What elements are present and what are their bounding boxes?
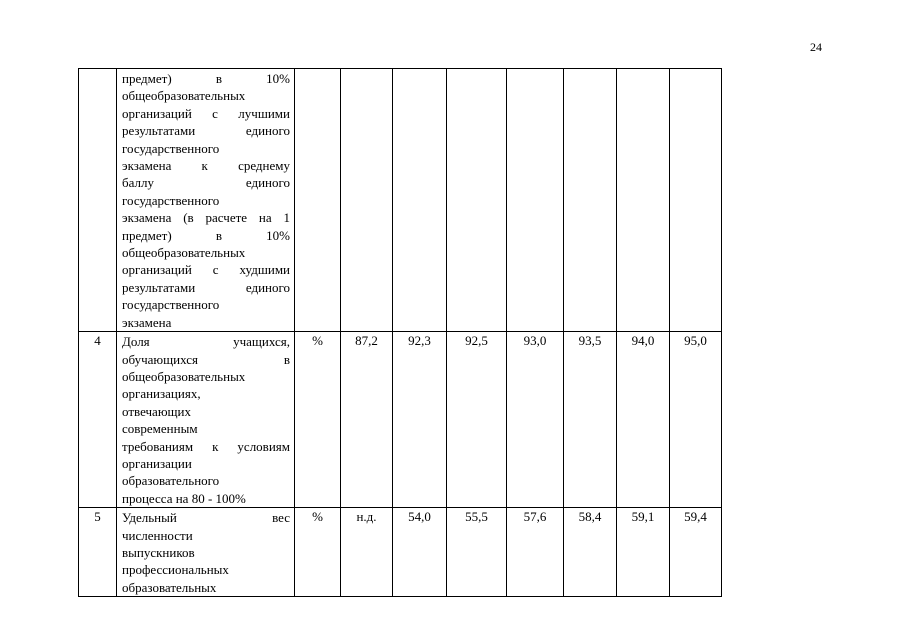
indicator-name-line: современным <box>122 421 198 437</box>
value-cell: 55,5 <box>447 508 507 597</box>
value-cell: 57,6 <box>507 508 564 597</box>
indicator-name-line: государственного <box>122 140 220 156</box>
indicator-name-line: общеобразовательных <box>122 368 246 384</box>
indicator-name-line: образовательных <box>122 579 217 595</box>
indicator-name-line: выпускников <box>122 544 195 560</box>
indicator-name-line: требованиям к условиям <box>122 438 290 454</box>
indicator-name-line: баллу единого <box>122 175 290 191</box>
indicator-name-line: организации <box>122 455 192 471</box>
indicator-name-line: образовательного <box>122 473 220 489</box>
indicator-name-line: предмет) в 10% <box>122 71 290 86</box>
indicator-name-line: численности <box>122 527 193 543</box>
value-cell <box>564 69 617 332</box>
unit-cell: % <box>295 332 341 508</box>
value-cell <box>507 69 564 332</box>
indicator-name-line: экзамена к среднему <box>122 158 290 174</box>
value-cell <box>341 69 393 332</box>
value-cell: 59,4 <box>670 508 722 597</box>
indicator-name-line: организациях, <box>122 386 201 402</box>
row-number-cell <box>79 69 117 332</box>
indicator-name-line: Удельный вес <box>122 510 290 526</box>
indicator-name-line: обучающихся в <box>122 351 290 367</box>
value-cell: 93,5 <box>564 332 617 508</box>
value-cell: 94,0 <box>617 332 670 508</box>
value-cell: н.д. <box>341 508 393 597</box>
indicator-name-line: профессиональных <box>122 562 229 578</box>
value-cell: 95,0 <box>670 332 722 508</box>
value-cell <box>617 69 670 332</box>
indicator-name-line: организаций с худшими <box>122 262 290 278</box>
table-row <box>79 332 722 508</box>
indicator-name-line: организаций с лучшими <box>122 105 290 121</box>
table-row <box>79 69 722 332</box>
value-cell: 59,1 <box>617 508 670 597</box>
indicator-name-line: экзамена (в расчете на 1 <box>122 210 290 226</box>
indicator-name-line: отвечающих <box>122 403 192 419</box>
indicator-name-cell <box>117 69 295 332</box>
indicator-name-cell <box>117 508 295 597</box>
value-cell: 92,3 <box>393 332 447 508</box>
row-number-cell: 4 <box>79 332 117 508</box>
indicator-name-line: предмет) в 10% <box>122 227 290 243</box>
page-number: 24 <box>810 40 822 54</box>
value-cell: 87,2 <box>341 332 393 508</box>
indicator-name-line: экзамена <box>122 314 172 330</box>
indicator-name-line: Доля учащихся, <box>122 334 290 350</box>
value-cell <box>393 69 447 332</box>
indicator-name-line: результатами единого <box>122 123 290 139</box>
value-cell <box>670 69 722 332</box>
value-cell: 54,0 <box>393 508 447 597</box>
indicator-name-line: государственного <box>122 297 220 313</box>
indicator-name-line: результатами единого <box>122 279 290 295</box>
unit-cell: % <box>295 508 341 597</box>
value-cell: 93,0 <box>507 332 564 508</box>
indicator-name-line: общеобразовательных <box>122 88 246 104</box>
indicator-name-cell <box>117 332 295 508</box>
unit-cell <box>295 69 341 332</box>
indicators-table <box>78 68 722 597</box>
value-cell: 92,5 <box>447 332 507 508</box>
indicator-name-line: государственного <box>122 192 220 208</box>
row-number-cell: 5 <box>79 508 117 597</box>
value-cell <box>447 69 507 332</box>
indicator-name-line: процесса на 80 - 100% <box>122 490 246 506</box>
indicator-name-line: общеобразовательных <box>122 245 246 261</box>
value-cell: 58,4 <box>564 508 617 597</box>
table-row <box>79 508 722 597</box>
